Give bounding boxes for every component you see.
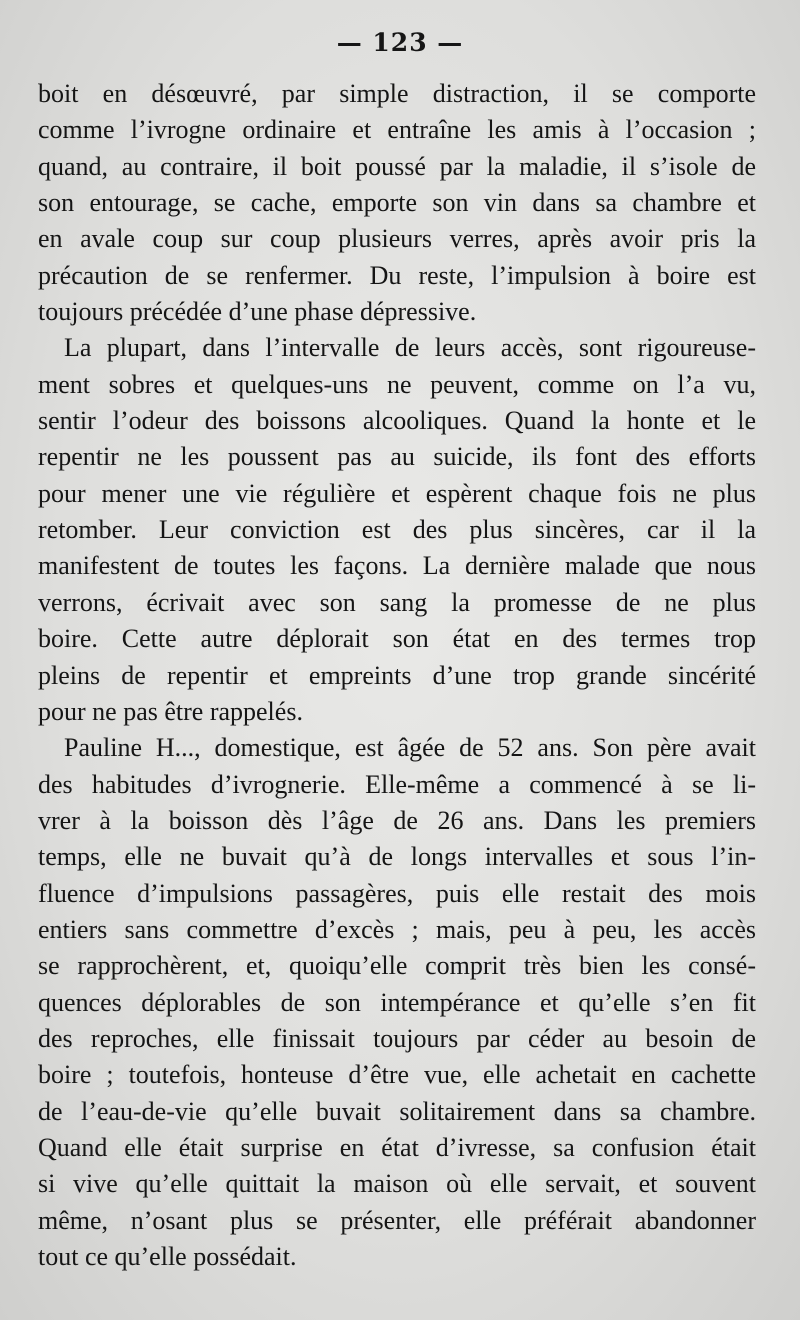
text-line: verrons, écrivait avec son sang la promesse de ne plus (38, 587, 756, 617)
text-line: Quand elle était surprise en état d’ivresse, sa confusion était (38, 1132, 756, 1162)
text-line: précaution de se renfermer. Du reste, l’impulsion à boire est (38, 260, 756, 290)
text-line: boit en désœuvré, par simple distraction, il se comporte (38, 79, 756, 108)
text-line: ment sobres et quelques-uns ne peuvent, comme on l’a vu, (38, 369, 756, 399)
text-line: entiers sans commettre d’excès ; mais, peu à peu, les accès (38, 914, 756, 944)
text-line: Pauline H..., domestique, est âgée de 52 ans. Son père avait (64, 733, 756, 763)
text-line: pleins de repentir et empreints d’une trop grande sincérité (38, 660, 756, 690)
text-line: pour mener une vie régulière et espèrent chaque fois ne plus (38, 478, 756, 508)
text-line: temps, elle ne buvait qu’à de longs intervalles et sous l’in- (38, 842, 756, 872)
page-number: — 123 — (336, 28, 464, 57)
text-line: des reproches, elle finissait toujours par céder au besoin de (38, 1023, 756, 1053)
text-line: se rapprochèrent, et, quoiqu’elle comprit très bien les consé- (38, 951, 756, 981)
text-line: pour ne pas être rappelés. (38, 696, 303, 726)
text-line: comme l’ivrogne ordinaire et entraîne les amis à l’occasion ; (38, 115, 756, 145)
text-line: en avale coup sur coup plusieurs verres, après avoir pris la (38, 224, 756, 254)
text-line: fluence d’impulsions passagères, puis elle restait des mois (38, 878, 756, 908)
text-line: des habitudes d’ivrognerie. Elle-même a commencé à se li- (38, 769, 756, 799)
text-line: boire ; toutefois, honteuse d’être vue, elle achetait en cachette (38, 1060, 756, 1090)
body-text (38, 76, 756, 1275)
text-line: La plupart, dans l’intervalle de leurs accès, sont rigoureuse- (64, 333, 756, 363)
text-line: tout ce qu’elle possédait. (38, 1242, 297, 1271)
text-line: même, n’osant plus se présenter, elle préférait abandonner (38, 1205, 756, 1235)
text-line: si vive qu’elle quittait la maison où elle servait, et souvent (38, 1169, 756, 1199)
text-line: manifestent de toutes les façons. La dernière malade que nous (38, 551, 756, 581)
text-line: boire. Cette autre déplorait son état en des termes trop (38, 624, 756, 654)
text-line: de l’eau-de-vie qu’elle buvait solitairement dans sa chambre. (38, 1096, 756, 1126)
text-line: sentir l’odeur des boissons alcooliques. Quand la honte et le (38, 406, 756, 436)
text-line: vrer à la boisson dès l’âge de 26 ans. Dans les premiers (38, 805, 756, 835)
text-line: repentir ne les poussent pas au suicide, ils font des efforts (38, 442, 756, 472)
text-line: quand, au contraire, il boit poussé par la maladie, il s’isole de (38, 151, 756, 181)
text-line: son entourage, se cache, emporte son vin dans sa chambre et (38, 188, 756, 218)
text-line: retomber. Leur conviction est des plus sincères, car il la (38, 515, 756, 545)
text-line: toujours précédée d’une phase dépressive. (38, 297, 477, 327)
text-line: quences déplorables de son intempérance et qu’elle s’en fit (38, 987, 756, 1017)
